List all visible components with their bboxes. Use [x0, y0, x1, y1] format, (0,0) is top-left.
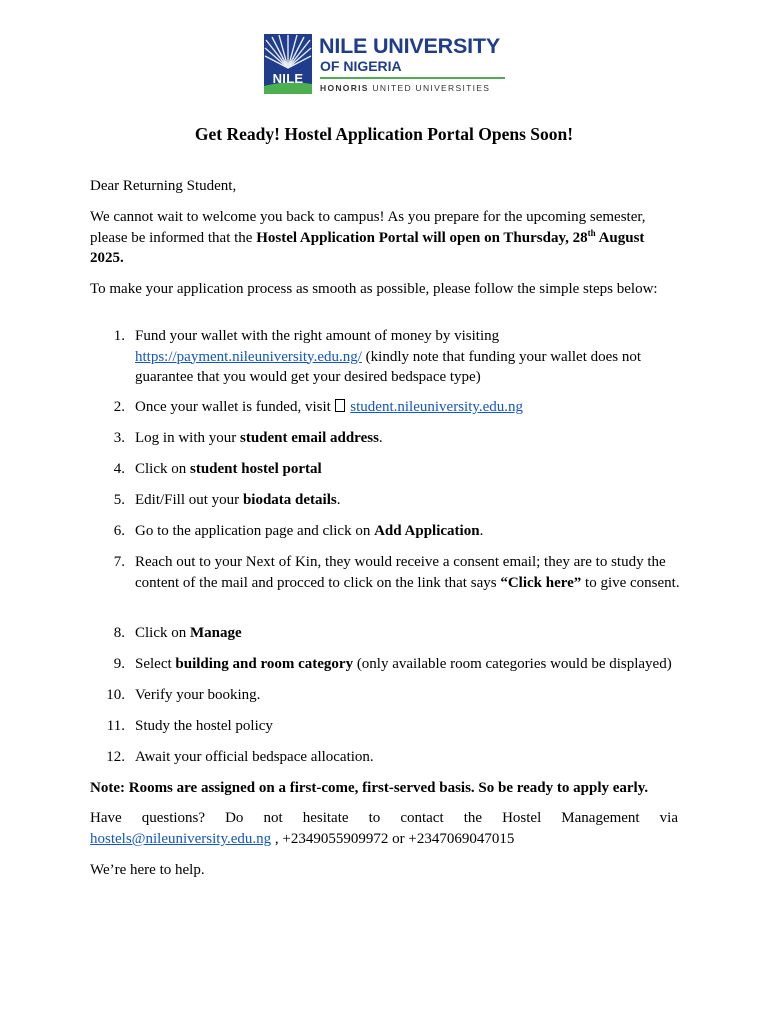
university-logo	[264, 34, 506, 96]
note: Note: Rooms are assigned on a first-come, first-served basis. So be ready to apply early.	[90, 780, 649, 796]
contact-phones: , +2349055909972 or +2347069047015	[271, 831, 515, 847]
logo-tagline-rest: UNITED UNIVERSITIES	[372, 83, 491, 93]
step-text: Click on	[135, 625, 190, 641]
step-text-suffix: .	[336, 492, 341, 508]
step-text-suffix: .	[479, 523, 484, 539]
list-item-text	[135, 326, 680, 388]
step-text-suffix: to give consent.	[581, 574, 680, 591]
step-text: Edit/Fill out your	[135, 492, 243, 508]
list-item-number: 12.	[106, 749, 125, 765]
logo-name-line1: NILE UNIVERSITY	[319, 34, 500, 58]
list-item-number: 6.	[113, 523, 125, 539]
date-superscript: th	[587, 227, 596, 238]
step-text: Log in with your	[135, 430, 240, 446]
student-portal-link[interactable]: student.nileuniversity.edu.ng	[350, 399, 524, 415]
step-bold: biodata details	[242, 492, 337, 508]
missing-glyph-icon	[335, 399, 345, 412]
step-text: Once your wallet is funded, visit	[135, 399, 335, 415]
list-item-number: 4.	[113, 461, 125, 477]
list-item-text	[135, 459, 680, 480]
greeting: Dear Returning Student,	[90, 178, 237, 194]
step-text: Go to the application page and click on	[135, 523, 375, 539]
list-item-number: 7.	[113, 554, 125, 570]
list-item-text	[135, 428, 680, 449]
list-item-number: 5.	[113, 492, 125, 508]
portal-date-part2: August 2025.	[90, 229, 645, 266]
list-item-text	[135, 623, 680, 644]
list-item-number: 8.	[113, 625, 125, 641]
payment-link[interactable]: https://payment.nileuniversity.edu.ng/	[135, 348, 362, 365]
list-item-number: 2.	[113, 399, 125, 415]
step-bold: student hostel portal	[190, 461, 322, 477]
step-text: Click on	[135, 461, 190, 477]
step-bold: student email address	[240, 430, 379, 446]
steps-intro: To make your application process as smooth as possible, please follow the simple steps below:	[90, 281, 658, 297]
step-text: Reach out to your Next of Kin, they would receive a consent email; they are to study the content of the mail and procced to click on the link that says	[135, 554, 666, 591]
step-bold: Manage	[190, 625, 242, 641]
email-link[interactable]: hostels@nileuniversity.edu.ng	[90, 831, 272, 847]
logo-mark	[264, 34, 312, 94]
step-text-suffix: (kindly note that funding your wallet does not guarantee that you would get your desired bedspace type)	[135, 348, 642, 385]
list-item-number: 9.	[113, 656, 125, 672]
list-item-number: 1.	[113, 328, 125, 344]
step-bold: Add Application	[374, 523, 480, 539]
list-item-text	[135, 490, 680, 511]
list-item-number: 3.	[113, 430, 125, 446]
contact-line1: Have questions? Do not hesitate to contact the Hostel Management via	[90, 810, 678, 826]
list-item-text: Verify your booking.	[135, 687, 261, 703]
step-bold: building and room category	[175, 656, 354, 672]
list-item-text	[135, 552, 680, 593]
step-text-suffix: .	[378, 430, 383, 446]
logo-tagline-bold: HONORIS	[320, 83, 369, 93]
list-item-text: Study the hostel policy	[135, 718, 273, 734]
list-item-text	[135, 397, 680, 418]
logo-tagline	[320, 83, 490, 93]
step-bold: “Click here”	[500, 574, 582, 591]
logo-divider	[320, 77, 505, 79]
list-item-text	[135, 654, 680, 675]
logo-mark-text: NILE	[272, 71, 304, 86]
intro-text: We cannot wait to welcome you back to campus! As you prepare for the upcoming semester, please be informed that the	[90, 209, 646, 246]
list-item-text: Await your official bedspace allocation.	[135, 749, 374, 765]
list-item-text	[135, 521, 680, 542]
step-text-suffix: (only available room categories would be displayed)	[353, 656, 672, 672]
closing: We’re here to help.	[90, 862, 205, 878]
page-title: Get Ready! Hostel Application Portal Opens Soon!	[194, 124, 574, 144]
logo-name-line2: OF NIGERIA	[320, 58, 402, 74]
contact-line2	[90, 829, 678, 850]
list-item-number: 11.	[106, 718, 125, 734]
intro-paragraph	[90, 207, 678, 269]
step-text: Fund your wallet with the right amount of money by visiting	[135, 328, 500, 344]
portal-date-part1: Hostel Application Portal will open on Thursday, 28	[256, 229, 588, 246]
list-item-number: 10.	[106, 687, 125, 703]
step-text: Select	[135, 656, 176, 672]
